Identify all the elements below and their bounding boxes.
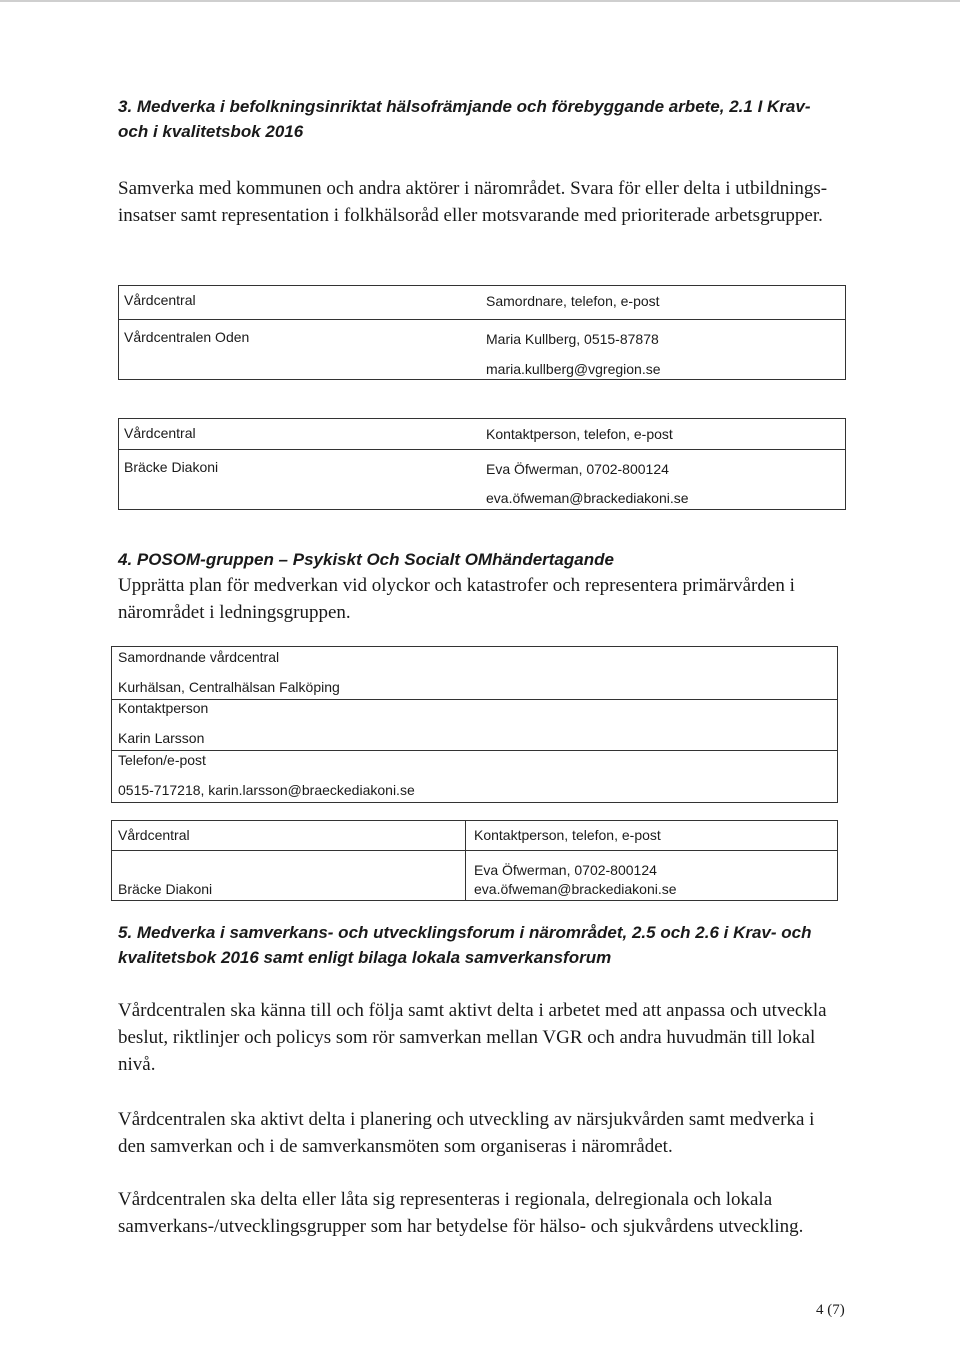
table-oden-col1-value: Vårdcentralen Oden [124,329,250,345]
table-bracke-1-col2-header: Kontaktperson, telefon, e-post [486,426,673,442]
section-5-p1-line3: nivå. [118,1054,156,1075]
page-number: 4 (7) [816,1302,845,1318]
section-5-heading [118,920,858,970]
section-5-p1-line2: beslut, riktlinjer och policys som rör samverkan mellan VGR och andra huvudmän till lokal [118,1027,816,1048]
table-posom [111,646,838,803]
table-bracke-1-contact-line1: Eva Öfwerman, 0702-800124 [486,461,669,477]
section-5-paragraph-1 [118,997,848,1078]
section-3-heading-line2: och i kvalitetsbok 2016 [118,122,304,141]
table-divider [119,319,845,320]
table-bracke-1-col1-value: Bräcke Diakoni [124,459,219,475]
table-column-divider [465,821,466,900]
table-oden-col1-header: Vårdcentral [124,292,196,308]
section-4-para-line1: Upprätta plan för medverkan vid olyckor och katastrofer och representera primärvården i [118,575,795,596]
section-4-para-line2: närområdet i ledningsgruppen. [118,602,351,623]
table-divider [112,750,837,751]
section-4-heading: 4. POSOM-gruppen – Psykiskt Och Socialt OMhändertagande [118,550,614,569]
section-3-paragraph [118,175,848,229]
table-divider [112,699,837,700]
table-posom-row3-label: Telefon/e-post [118,752,206,768]
table-oden-col2-header: Samordnare, telefon, e-post [486,293,660,309]
table-bracke-1-contact-line2: eva.öfweman@brackediakoni.se [486,490,689,506]
table-bracke-2 [111,820,838,901]
table-bracke-1 [118,418,846,510]
section-5-paragraph-2 [118,1106,848,1160]
section-4-paragraph [118,572,848,626]
section-5-p1-line1: Vårdcentralen ska känna till och följa samt aktivt delta i arbetet med att anpassa och utveckla [118,1000,827,1021]
table-posom-row1-label: Samordnande vårdcentral [118,649,280,665]
section-5-p2-line2: den samverkan och i de samverkansmöten som organiseras i närområdet. [118,1136,673,1157]
section-5-heading-line2: kvalitetsbok 2016 samt enligt bilaga lokala samverkansforum [118,948,612,967]
section-5-p2-line1: Vårdcentralen ska aktivt delta i planering och utveckling av närsjukvården samt medverka i [118,1109,815,1130]
table-posom-row2-label: Kontaktperson [118,700,209,716]
section-3-para-line1: Samverka med kommunen och andra aktörer i närområdet. Svara för eller delta i utbildnings- [118,178,828,199]
table-bracke-2-contact-line2: eva.öfweman@brackediakoni.se [474,881,677,897]
section-3-heading-line1: 3. Medverka i befolkningsinriktat hälsofrämjande och förebyggande arbete, 2.1 I Krav- [118,97,811,116]
table-oden [118,285,846,380]
table-bracke-2-col1-value: Bräcke Diakoni [118,881,213,897]
section-3-heading [118,94,858,144]
table-posom-row1-value: Kurhälsan, Centralhälsan Falköping [118,679,340,695]
table-oden-contact-line2: maria.kullberg@vgregion.se [486,361,661,377]
page-top-border [0,0,960,2]
table-bracke-2-contact-line1: Eva Öfwerman, 0702-800124 [474,862,657,878]
table-divider [119,449,845,450]
table-posom-row3-value: 0515-717218, karin.larsson@braeckediakoni.se [118,782,415,798]
table-oden-contact-line1: Maria Kullberg, 0515-87878 [486,331,659,347]
section-5-p3-line2: samverkans-/utvecklingsgrupper som har betydelse för hälso- och sjukvårdens utveckling. [118,1216,804,1237]
table-bracke-1-col1-header: Vårdcentral [124,425,196,441]
section-3-para-line2: insatser samt representation i folkhälsoråd eller motsvarande med prioriterade arbetsgrupper. [118,205,823,226]
table-posom-row2-value: Karin Larsson [118,730,205,746]
table-divider [112,850,837,851]
section-5-p3-line1: Vårdcentralen ska delta eller låta sig representeras i regionala, delregionala och lokala [118,1189,773,1210]
table-bracke-2-col2-header: Kontaktperson, telefon, e-post [474,827,661,843]
table-bracke-2-col1-header: Vårdcentral [118,827,190,843]
section-5-heading-line1: 5. Medverka i samverkans- och utvecklingsforum i närområdet, 2.5 och 2.6 i Krav- och [118,923,812,942]
section-5-paragraph-3 [118,1186,848,1240]
